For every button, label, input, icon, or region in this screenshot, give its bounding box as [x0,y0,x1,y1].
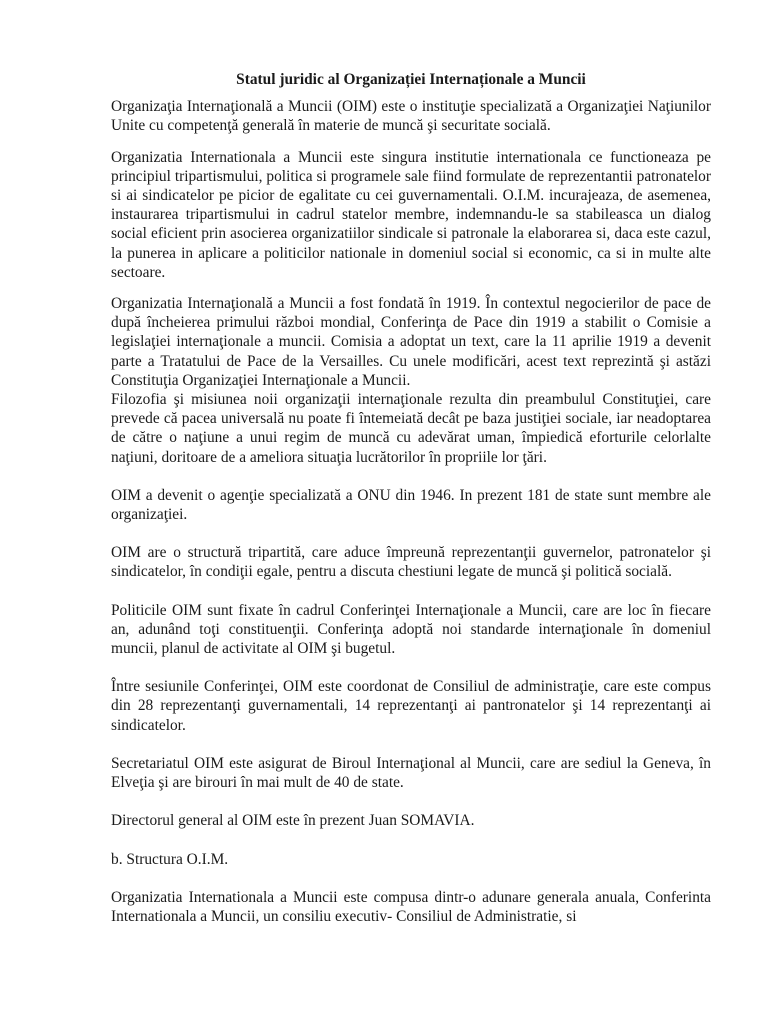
section-heading: b. Structura O.I.M. [111,850,229,868]
paragraph: Organizatia Internaţională a Muncii a fost fondată în 1919. În contextul negocierilor de pace de după încheierea primului război mondial, Conferinţa de Pace din 1919 a stabilit o Comisie a legislaţiei internaţionale a muncii. Comisia a adoptat un text, care la 11 aprilie 1919 a devenit parte a Tratatului de Pace de la Versailles. Cu unele modificări, acest text reprezintă şi astăzi Constituţia Organizaţiei Internaţionale a Muncii. [111,295,711,389]
paragraph: Secretariatul OIM este asigurat de Biroul Internaţional al Muncii, care are sediul la Geneva, în Elveţia şi are birouri în mai mult de 40 de state. [111,754,711,792]
paragraph: Organizatia Internationala a Muncii este compusa dintr-o adunare generala anuala, Conferinta Internationala a Muncii, un consiliu executiv- Consiliul de Administratie, si [111,888,711,925]
document-title: Statul juridic al Organizației Internaționale a Muncii [236,71,586,88]
paragraph: OIM are o structură tripartită, care aduce împreună reprezentanţii guvernelor, patronatelor şi sindicatelor, în condiţii egale, pentru a discuta chestiuni legate de muncă şi politică socială. [111,544,711,581]
paragraph: Filozofia şi misiunea noii organizaţii internaţionale rezulta din preambulul Constituţiei, care prevede că pacea universală nu poate fi întemeiată decât pe baza justiţiei sociale, iar neadoptarea de către o naţiune a unui regim de muncă cu adevărat uman, împiedică eforturile celorlalte naţiuni, doritoare de a ameliora situaţia lucrătorilor în propriile lor ţări. [111,391,711,466]
paragraph: Organizatia Internationala a Muncii este singura institutie internationala ce functioneaza pe principiul tripartismului, politica si programele sale fiind formulate de reprezentantii patronatelor si ai sindicatelor pe picior de egalitate cu cei guvernamentali. O.I.M. incurajeaza, de asemenea, instaurarea tripartismului in cadrul statelor membre, indemnandu-le sa stabileasca un dialog social eficient prin asocierea organizatiilor sindicale si patronale la elaborarea si, daca este cazul, la punerea in aplicare a politicilor nationale in domeniul social si economic, ca si in multe alte sectoare. [111,148,711,281]
paragraph: OIM a devenit o agenţie specializată a ONU din 1946. In prezent 181 de state sunt membre ale organizaţiei. [111,486,711,524]
document-page [111,60,711,938]
paragraph: Organizaţia Internaţională a Muncii (OIM) este o instituţie specializată a Organizaţiei Naţiunilor Unite cu competenţă generală în materie de muncă şi securitate socială. [111,98,711,135]
paragraph: Directorul general al OIM este în prezent Juan SOMAVIA. [111,812,475,830]
paragraph: Între sesiunile Conferinţei, OIM este coordonat de Consiliul de administraţie, care este compus din 28 reprezentanţi guvernamentali, 14 reprezentanţi ai pantronatelor şi 14 reprezentanţi ai sindicatelor. [111,678,711,734]
paragraph: Politicile OIM sunt fixate în cadrul Conferinţei Internaţionale a Muncii, care are loc în fiecare an, adunând toţi constituenţii. Conferinţa adoptă noi standarde internaţionale în domeniul muncii, planul de activitate al OIM şi bugetul. [111,601,711,658]
